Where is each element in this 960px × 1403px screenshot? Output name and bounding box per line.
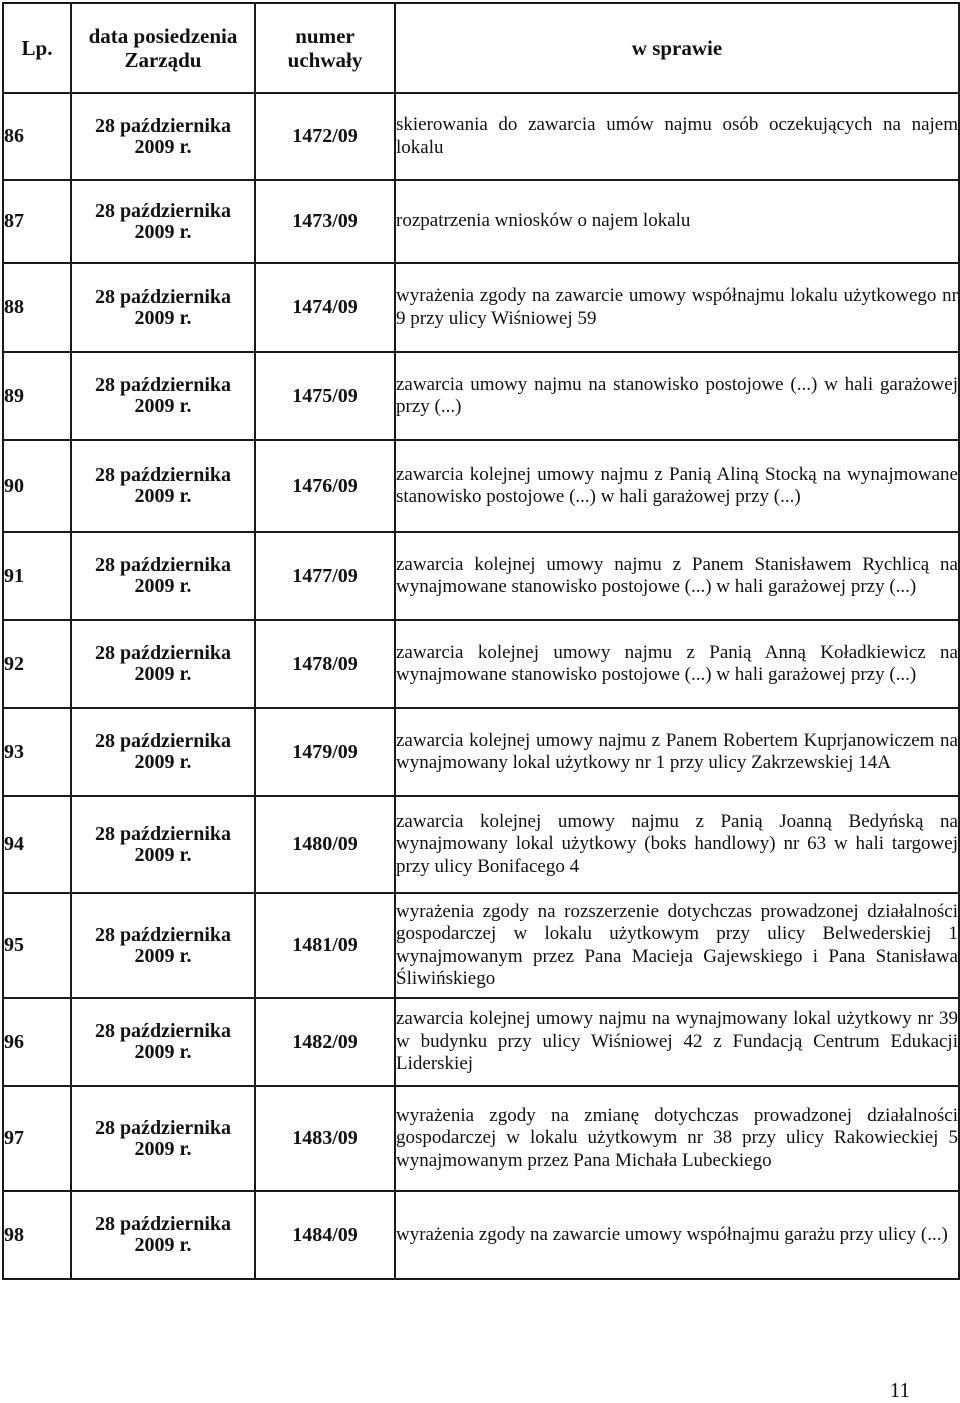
table-row <box>3 1191 959 1279</box>
row-date-year: 2009 r. <box>134 575 192 597</box>
header-lp: Lp. <box>3 3 71 93</box>
row-date <box>71 893 255 998</box>
row-lp: 93 <box>3 708 71 796</box>
row-subject: wyrażenia zgody na zawarcie umowy współnajmu lokalu użytkowego nr 9 przy ulicy Wiśniowej 59 <box>395 263 959 352</box>
row-subject: zawarcia kolejnej umowy najmu z Panią Joanną Bedyńską na wynajmowany lokal użytkowy (boks handlowy) nr 63 w hali targowej przy ulicy Bonifacego 4 <box>395 796 959 893</box>
row-lp: 86 <box>3 93 71 180</box>
row-date-year: 2009 r. <box>134 395 192 417</box>
table-row <box>3 532 959 620</box>
row-date-year: 2009 r. <box>134 944 192 967</box>
row-subject: wyrażenia zgody na zawarcie umowy współnajmu garażu przy ulicy (...) <box>395 1191 959 1279</box>
row-number: 1473/09 <box>255 180 395 263</box>
row-date-day: 28 października <box>94 730 232 752</box>
row-date <box>71 796 255 893</box>
row-number: 1483/09 <box>255 1086 395 1191</box>
row-subject: skierowania do zawarcia umów najmu osób oczekujących na najem lokalu <box>395 93 959 180</box>
row-subject: zawarcia kolejnej umowy najmu na wynajmowany lokal użytkowy nr 39 w budynku przy ulicy Wiśniowej 42 z Fundacją Centrum Edukacji Liderskiej <box>395 998 959 1086</box>
row-subject: zawarcia kolejnej umowy najmu z Panem Stanisławem Rychlicą na wynajmowane stanowisko postojowe (...) w hali garażowej przy (...) <box>395 532 959 620</box>
row-date-year: 2009 r. <box>134 1234 192 1256</box>
row-subject: wyrażenia zgody na rozszerzenie dotychczas prowadzonej działalności gospodarczej w lokalu użytkowym przy ulicy Belwederskiej 1 wynajmowanym przez Pana Macieja Gajewskiego i Pana Stanisława Śliwińskiego <box>395 893 959 998</box>
row-date-day: 28 października <box>94 464 232 486</box>
row-number: 1474/09 <box>255 263 395 352</box>
row-lp: 94 <box>3 796 71 893</box>
row-date <box>71 440 255 532</box>
table-row <box>3 180 959 263</box>
row-date-day: 28 października <box>94 1213 232 1235</box>
header-number: numer uchwały <box>255 3 395 93</box>
table-row <box>3 263 959 352</box>
row-number: 1481/09 <box>255 893 395 998</box>
header-date: data posiedzenia Zarządu <box>71 3 255 93</box>
row-number: 1478/09 <box>255 620 395 708</box>
row-subject: zawarcia kolejnej umowy najmu z Panem Robertem Kuprjanowiczem na wynajmowany lokal użytkowy nr 1 przy ulicy Zakrzewskiej 14A <box>395 708 959 796</box>
row-number: 1484/09 <box>255 1191 395 1279</box>
table-row <box>3 1086 959 1191</box>
row-number: 1479/09 <box>255 708 395 796</box>
row-date-year: 2009 r. <box>134 306 192 329</box>
row-date <box>71 352 255 440</box>
row-date-day: 28 października <box>94 642 232 664</box>
row-subject: zawarcia kolejnej umowy najmu z Panią Aliną Stocką na wynajmowane stanowisko postojowe (...) w hali garażowej przy (...) <box>395 440 959 532</box>
row-number: 1482/09 <box>255 998 395 1086</box>
row-lp: 87 <box>3 180 71 263</box>
row-date-year: 2009 r. <box>134 843 192 866</box>
row-date-day: 28 października <box>94 114 232 137</box>
row-lp: 90 <box>3 440 71 532</box>
table-row <box>3 998 959 1086</box>
row-lp: 89 <box>3 352 71 440</box>
table-row <box>3 893 959 998</box>
row-subject: rozpatrzenia wniosków o najem lokalu <box>395 180 959 263</box>
row-date-day: 28 października <box>94 923 232 946</box>
row-date <box>71 532 255 620</box>
row-number: 1477/09 <box>255 532 395 620</box>
table-row <box>3 440 959 532</box>
row-number: 1476/09 <box>255 440 395 532</box>
table-header-row <box>3 3 959 93</box>
row-date <box>71 708 255 796</box>
row-lp: 97 <box>3 1086 71 1191</box>
row-date-day: 28 października <box>94 285 232 308</box>
table-row <box>3 708 959 796</box>
row-subject: zawarcia umowy najmu na stanowisko postojowe (...) w hali garażowej przy (...) <box>395 352 959 440</box>
row-date-day: 28 października <box>94 1116 232 1139</box>
table-row <box>3 93 959 180</box>
table-row <box>3 620 959 708</box>
row-lp: 95 <box>3 893 71 998</box>
row-date-year: 2009 r. <box>134 1041 192 1063</box>
header-subject: w sprawie <box>395 3 959 93</box>
row-number: 1475/09 <box>255 352 395 440</box>
row-lp: 91 <box>3 532 71 620</box>
row-date-year: 2009 r. <box>134 135 192 158</box>
row-date-year: 2009 r. <box>134 220 192 243</box>
row-date-year: 2009 r. <box>134 663 192 685</box>
row-date <box>71 93 255 180</box>
row-date-day: 28 października <box>94 374 232 396</box>
row-date <box>71 1086 255 1191</box>
row-date <box>71 263 255 352</box>
row-date-year: 2009 r. <box>134 751 192 773</box>
page-number: 11 <box>889 1378 910 1402</box>
row-date-day: 28 października <box>94 199 232 222</box>
row-subject: wyrażenia zgody na zmianę dotychczas prowadzonej działalności gospodarczej w lokalu użytkowym nr 38 przy ulicy Rakowieckiej 5 wynajmowanym przez Pana Michała Lubeckiego <box>395 1086 959 1191</box>
row-date <box>71 1191 255 1279</box>
row-subject: zawarcia kolejnej umowy najmu z Panią Anną Koładkiewicz na wynajmowane stanowisko postojowe (...) w hali garażowej przy (...) <box>395 620 959 708</box>
resolutions-table <box>2 2 960 1280</box>
row-date-year: 2009 r. <box>134 1137 192 1160</box>
row-date <box>71 620 255 708</box>
row-date <box>71 998 255 1086</box>
row-lp: 92 <box>3 620 71 708</box>
row-number: 1480/09 <box>255 796 395 893</box>
row-number: 1472/09 <box>255 93 395 180</box>
row-lp: 96 <box>3 998 71 1086</box>
row-date-day: 28 października <box>94 554 232 576</box>
row-lp: 88 <box>3 263 71 352</box>
row-date-day: 28 października <box>94 822 232 845</box>
row-lp: 98 <box>3 1191 71 1279</box>
row-date-year: 2009 r. <box>134 485 192 507</box>
row-date <box>71 180 255 263</box>
row-date-day: 28 października <box>94 1020 232 1042</box>
table-row <box>3 796 959 893</box>
table-row <box>3 352 959 440</box>
